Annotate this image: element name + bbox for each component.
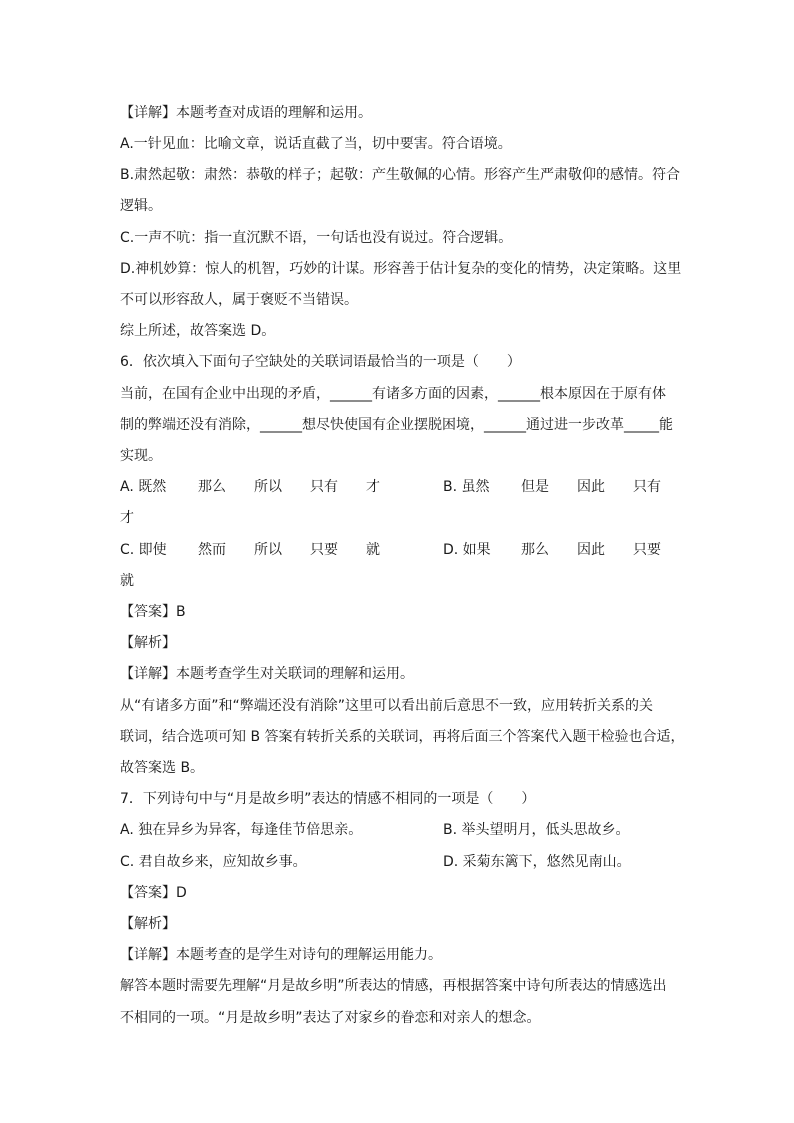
q6-option-d xyxy=(443,541,661,559)
q6-option-b-word: 只有 xyxy=(633,479,661,495)
q6-analysis-heading: 【解析】 xyxy=(120,635,176,651)
q6-stem: 6．依次填入下面句子空缺处的关联词语最恰当的一项是（ ） xyxy=(120,354,521,370)
q6-explanation-line1: 从“有诸多方面”和“弊端还没有消除”这里可以看出前后意思不一致，应用转折关系的关 xyxy=(120,698,654,714)
q6-option-d-continued: 就 xyxy=(120,573,134,589)
q7-option-c: C. 君自故乡来，应知故乡事。 xyxy=(120,854,307,870)
q6-option-c-word: 只要 xyxy=(310,542,338,558)
q7-stem: 7．下列诗句中与“月是故乡明”表达的情感不相同的一项是（ ） xyxy=(120,791,536,807)
q7-analysis-heading: 【解析】 xyxy=(120,916,176,932)
q6-answer: 【答案】B xyxy=(120,604,186,620)
q5-option-b-explain-line2: 逻辑。 xyxy=(120,198,162,214)
q6-option-c-word: 就 xyxy=(366,542,380,558)
q6-option-a-word: 所以 xyxy=(254,479,282,495)
q6-option-c-word: 然而 xyxy=(198,542,226,558)
q6-option-c-word: C. 即使 xyxy=(120,542,167,558)
q6-option-a xyxy=(120,478,380,496)
q6-option-b-word: B. 虽然 xyxy=(443,479,490,495)
q5-option-d-explain-line2: 不可以形容敌人，属于褒贬不当错误。 xyxy=(120,292,358,308)
q6-explanation-line3: 故答案选 B。 xyxy=(120,760,205,776)
q5-option-a-explain: A.一针见血：比喻文章，说话直截了当，切中要害。符合语境。 xyxy=(120,136,512,152)
q6-detail: 【详解】本题考查学生对关联词的理解和运用。 xyxy=(120,666,414,682)
q5-option-b-explain-line1: B.肃然起敬：肃然：恭敬的样子；起敬：产生敬佩的心情。形容产生严肃敬仰的感情。符合 xyxy=(120,167,681,183)
q6-option-b-word: 但是 xyxy=(521,479,549,495)
q7-answer: 【答案】D xyxy=(120,885,187,901)
q6-text-line1: 当前，在国有企业中出现的矛盾，______有诸多方面的因素，______根本原因在于原有体 xyxy=(120,386,666,402)
q7-explanation-line1: 解答本题时需要先理解“月是故乡明”所表达的情感，再根据答案中诗句所表达的情感选出 xyxy=(120,978,667,994)
q6-option-c xyxy=(120,541,380,559)
q7-option-b: B. 举头望明月，低头思故乡。 xyxy=(443,822,630,838)
q6-option-b-word: 因此 xyxy=(577,479,605,495)
q7-detail: 【详解】本题考查的是学生对诗句的理解运用能力。 xyxy=(120,947,442,963)
q6-option-b-continued: 才 xyxy=(120,510,134,526)
q6-option-a-word: 才 xyxy=(366,479,380,495)
q6-option-d-word: 那么 xyxy=(521,542,549,558)
q6-option-a-word: 那么 xyxy=(198,479,226,495)
q6-option-d-word: 只要 xyxy=(633,542,661,558)
q7-explanation-line2: 不相同的一项。“月是故乡明”表达了对家乡的眷恋和对亲人的想念。 xyxy=(120,1010,541,1026)
q7-option-d: D. 采菊东篱下，悠然见南山。 xyxy=(443,854,631,870)
q5-option-d-explain-line1: D.神机妙算：惊人的机智，巧妙的计谋。形容善于估计复杂的变化的情势，决定策略。这里 xyxy=(120,261,682,277)
q5-option-c-explain: C.一声不吭：指一直沉默不语，一句话也没有说过。符合逻辑。 xyxy=(120,230,513,246)
q7-option-a: A. 独在异乡为异客，每逢佳节倍思亲。 xyxy=(120,822,363,838)
q6-explanation-line2: 联词，结合选项可知 B 答案有转折关系的关联词，再将后面三个答案代入题干检验也合适， xyxy=(120,729,685,745)
q5-detail: 【详解】本题考查对成语的理解和运用。 xyxy=(120,105,372,121)
q6-option-c-word: 所以 xyxy=(254,542,282,558)
q6-text-line3: 实现。 xyxy=(120,448,162,464)
q6-option-a-word: A. 既然 xyxy=(120,479,167,495)
q6-option-b xyxy=(443,478,661,496)
q6-option-d-word: D. 如果 xyxy=(443,542,491,558)
q6-option-d-word: 因此 xyxy=(577,542,605,558)
q6-option-a-word: 只有 xyxy=(310,479,338,495)
q6-text-line2: 制的弊端还没有消除，______想尽快使国有企业摆脱困境，______通过进一步改革_____能 xyxy=(120,417,673,433)
q5-summary: 综上所述，故答案选 D。 xyxy=(120,323,276,339)
